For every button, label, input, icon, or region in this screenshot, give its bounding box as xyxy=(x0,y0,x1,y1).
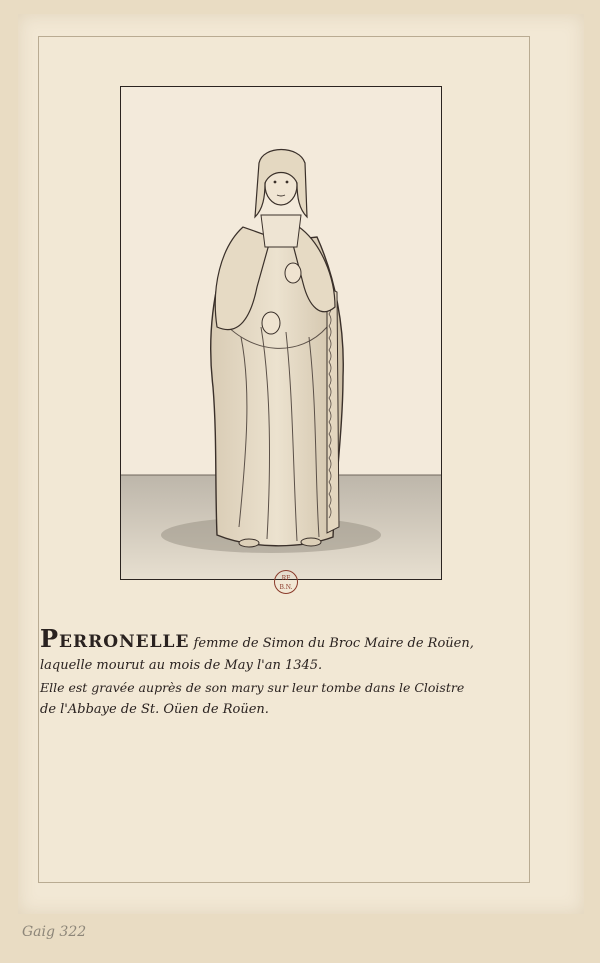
engraving-plate xyxy=(120,86,442,580)
caption-line-1 xyxy=(40,624,540,655)
caption-line1-rest: femme de Simon du Broc Maire de Roüen, xyxy=(193,636,474,651)
pencil-inventory-note: Gaig 322 xyxy=(22,924,87,940)
stamp-line-2: B.N. xyxy=(279,584,293,591)
caption-line-4: de l'Abbaye de St. Oüen de Roüen. xyxy=(40,702,269,717)
library-stamp xyxy=(274,570,298,594)
caption-text xyxy=(40,624,540,721)
stamp-line-1: RF xyxy=(281,575,291,582)
caption-name: Perronelle xyxy=(40,624,190,653)
caption-line-3: Elle est gravée auprès de son mary sur leur tombe dans le Cloistre xyxy=(40,680,465,695)
caption-line-2: laquelle mourut au mois de May l'an 1345. xyxy=(40,658,323,673)
figure-drawing xyxy=(121,87,441,579)
